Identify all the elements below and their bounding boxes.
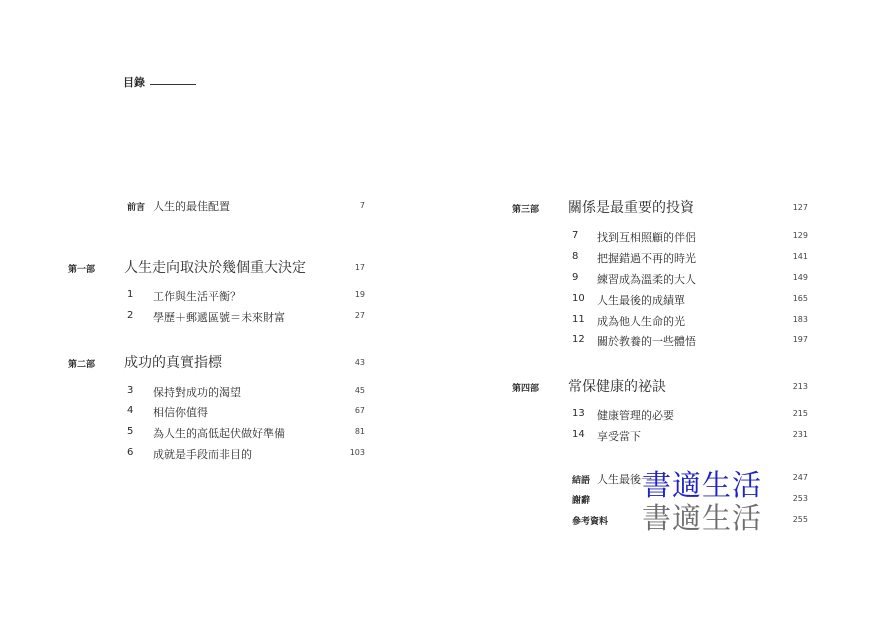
- chapter-page: 19: [354, 290, 365, 299]
- chapter-number: 8: [572, 251, 579, 262]
- preface-page: 7: [359, 201, 365, 210]
- chapter-page: 149: [792, 273, 808, 282]
- chapter-number: 10: [572, 293, 585, 304]
- watermark-text: 書適生活: [642, 501, 763, 535]
- chapter-title[interactable]: 為人生的高低起伏做好準備: [153, 427, 285, 440]
- chapter-page: 215: [792, 409, 808, 418]
- chapter-title[interactable]: 關於教養的一些體悟: [597, 335, 696, 348]
- chapter-title[interactable]: 工作與生活平衡？: [153, 290, 241, 303]
- chapter-number: 13: [572, 408, 585, 419]
- chapter-number: 9: [572, 272, 579, 283]
- chapter-title[interactable]: 成就是手段而非目的: [153, 448, 252, 461]
- chapter-number: 12: [572, 334, 585, 345]
- part-title[interactable]: 關係是最重要的投資: [568, 200, 694, 216]
- chapter-number: 6: [127, 447, 134, 458]
- chapter-number: 14: [572, 429, 585, 440]
- chapter-page: 81: [354, 427, 365, 436]
- backmatter-page: 255: [792, 515, 808, 524]
- part-title[interactable]: 人生走向取決於幾個重大決定: [124, 260, 306, 276]
- chapter-number: 3: [127, 385, 134, 396]
- part-label: 第四部: [512, 384, 540, 394]
- backmatter-label: 結語: [572, 476, 591, 486]
- part-page: 127: [792, 203, 808, 212]
- preface-title[interactable]: 人生的最佳配置: [153, 200, 230, 213]
- chapter-title[interactable]: 人生最後的成績單: [597, 294, 685, 307]
- chapter-number: 5: [127, 426, 134, 437]
- chapter-page: 45: [354, 386, 365, 395]
- part-page: 213: [792, 382, 808, 391]
- part-page: 17: [354, 263, 365, 272]
- chapter-title[interactable]: 健康管理的必要: [597, 409, 674, 422]
- chapter-page: 231: [792, 430, 808, 439]
- chapter-title[interactable]: 相信你值得: [153, 406, 208, 419]
- chapter-title[interactable]: 保持對成功的渴望: [153, 386, 241, 399]
- chapter-page: 141: [792, 252, 808, 261]
- chapter-number: 4: [127, 405, 134, 416]
- backmatter-label[interactable]: 謝辭: [572, 496, 591, 506]
- part-title[interactable]: 常保健康的祕訣: [568, 379, 666, 395]
- part-page: 43: [354, 358, 365, 367]
- part-label: 第三部: [512, 205, 540, 215]
- watermark-text: 書適生活: [642, 468, 763, 502]
- chapter-page: 27: [354, 311, 365, 320]
- chapter-page: 67: [354, 406, 365, 415]
- chapter-title[interactable]: 學歷＋郵遞區號＝未來財富: [153, 311, 285, 324]
- chapter-title[interactable]: 練習成為溫柔的大人: [597, 273, 696, 286]
- backmatter-page: 253: [792, 494, 808, 503]
- backmatter-label[interactable]: 參考資料: [572, 517, 609, 527]
- chapter-title[interactable]: 享受當下: [597, 430, 641, 443]
- part-title[interactable]: 成功的真實指標: [124, 355, 222, 371]
- chapter-page: 129: [792, 231, 808, 240]
- preface-label: 前言: [127, 203, 146, 213]
- part-label: 第一部: [68, 265, 96, 275]
- chapter-number: 2: [127, 310, 134, 321]
- backmatter-page: 247: [792, 473, 808, 482]
- chapter-title[interactable]: 把握錯過不再的時光: [597, 252, 696, 265]
- backmatter-title[interactable]: 人生最後一: [597, 473, 652, 486]
- toc-heading-rule: [150, 84, 196, 85]
- chapter-page: 197: [792, 335, 808, 344]
- toc-heading: 目錄: [123, 76, 145, 89]
- chapter-page: 165: [792, 294, 808, 303]
- chapter-number: 1: [127, 289, 134, 300]
- chapter-page: 183: [792, 315, 808, 324]
- part-label: 第二部: [68, 360, 96, 370]
- chapter-number: 7: [572, 230, 579, 241]
- chapter-number: 11: [572, 314, 585, 325]
- chapter-title[interactable]: 找到互相照顧的伴侶: [597, 231, 696, 244]
- chapter-title[interactable]: 成為他人生命的光: [597, 315, 685, 328]
- chapter-page: 103: [349, 448, 365, 457]
